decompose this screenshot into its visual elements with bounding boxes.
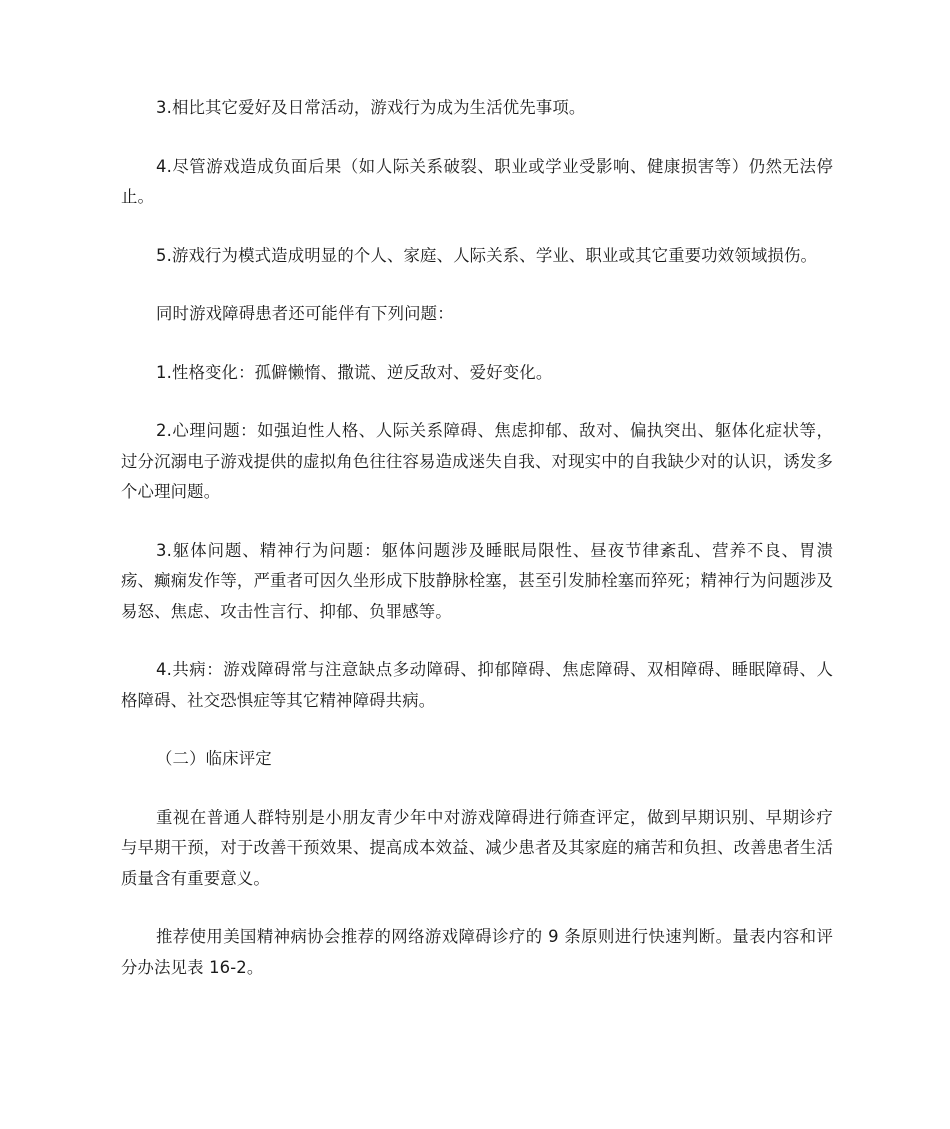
- paragraph-criterion-4: 4.尽管游戏造成负面后果（如人际关系破裂、职业或学业受影响、健康损害等）仍然无法停止。: [121, 156, 833, 206]
- paragraph-comorbidity: 4.共病：游戏障碍常与注意缺点多动障碍、抑郁障碍、焦虑障碍、双相障碍、睡眠障碍、人格障碍、社交恐惧症等其它精神障碍共病。: [121, 660, 833, 710]
- paragraph-criterion-5: 5.游戏行为模式造成明显的个人、家庭、人际关系、学业、职业或其它重要功效领域损伤。: [156, 245, 818, 265]
- paragraph-physical-issues: 3.躯体问题、精神行为问题：躯体问题涉及睡眠局限性、昼夜节律紊乱、营养不良、胃溃疡、癫痫发作等，严重者可因久坐形成下肢静脉栓塞，甚至引发肺栓塞而猝死；精神行为问题涉及易怒、焦虑、攻击性言行、抑郁、负罪感等。: [121, 540, 833, 621]
- paragraph-recommendation: 推荐使用美国精神病协会推荐的网络游戏障碍诊疗的 9 条原则进行快速判断。量表内容和评分办法见表 16-2。: [121, 927, 833, 977]
- document-page: [121, 93, 833, 1011]
- paragraph-criterion-3: 3.相比其它爱好及日常活动，游戏行为成为生活优先事项。: [156, 98, 586, 117]
- paragraph-psychological-issues: 2.心理问题：如强迫性人格、人际关系障碍、焦虑抑郁、敌对、偏执突出、躯体化症状等，过分沉溺电子游戏提供的虚拟角色往往容易造成迷失自我、对现实中的自我缺少对的认识，诱发多个心理问题。: [121, 421, 833, 501]
- paragraph-screening-importance: 重视在普通人群特别是小朋友青少年中对游戏障碍进行筛查评定，做到早期识别、早期诊疗与早期干预，对于改善干预效果、提高成本效益、减少患者及其家庭的痛苦和负担、改善患者生活质量含有重要意义。: [121, 807, 833, 888]
- paragraph-personality-change: 1.性格变化：孤僻懒惰、撒谎、逆反敌对、爱好变化。: [156, 362, 553, 382]
- paragraph-comorbid-intro: 同时游戏障碍患者还可能伴有下列问题：: [156, 304, 454, 323]
- section-heading-clinical-assessment: （二）临床评定: [156, 749, 272, 768]
